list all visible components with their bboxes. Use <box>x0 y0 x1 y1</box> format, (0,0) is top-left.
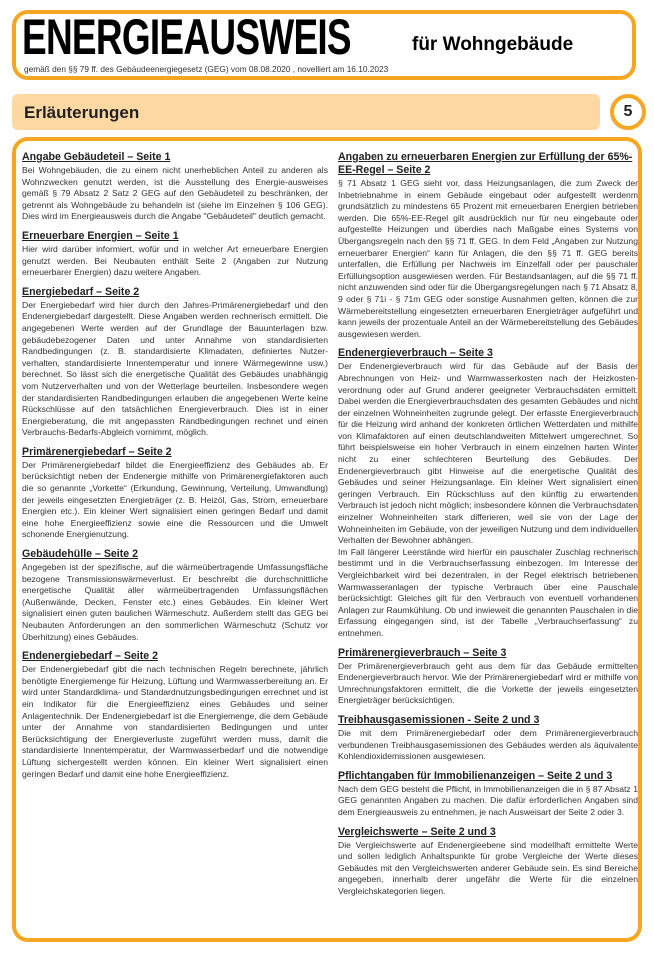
section-heading: Angabe Gebäudeteil – Seite 1 <box>22 151 171 163</box>
section-title: Erläuterungen <box>24 103 140 122</box>
section-pflichtangaben <box>338 770 638 819</box>
document-header <box>12 10 636 80</box>
section-heading: Primärenergiebedarf – Seite 2 <box>22 445 172 458</box>
section-heading: Angaben zu erneuerbaren Energien zur Erfüllung der 65%-EE-Regel – Seite 2 <box>338 151 633 176</box>
section-text: Bei Wohngebäuden, die zu einem nicht unerheblichen Anteil zu anderen als Wohnzwecken genutzt werden, ist die Ausstellung des Energie-ausweises gemäß § 79 Absatz 2 Satz 2 GEG auf den Gebäudeteil zu beschränken, der getrennt als Wohngebäude zu behandeln ist (siehe im Einzelnen § 106 GEG). Dies wird im Energieausweis durch die Angabe "Gebäudeteil" deutlich gemacht. <box>22 165 328 222</box>
section-text: Angegeben ist der spezifische, auf die wärmeübertragende Umfassungsfläche bezogene Transmissionswärmeverlust. Er beschreibt die durchschnittliche energetische Qualität aller wärmeübertragenden Umfassungsflächen (Außenwände, Decken, Fenster etc.) eines Gebäudes. Ein kleiner Wert signalisiert einen guten baulichen Wärmeschutz. Außerdem stellt das GEG bei Neubauten Anforderungen an den sommerlichen Wärmeschutz (Schutz vor Überhitzung) eines Gebäudes. <box>22 562 328 642</box>
section-text: Im Fall längerer Leerstände wird hierfür ein pauschaler Zuschlag rechnerisch bestimmt und in die Verbrauchserfassung einbezogen. Im Interesse der Vergleichbarkeit wird bei dezentralen, in der Regel elektrisch betriebenen Warmwasseranlagen der typische Verbrauch über eine Pauschale berücksichtigt: Gleiches gilt für den Verbrauch von eventuell vorhandenen Anlagen zur Raumkühlung. Ob und inwieweit die genannten Pauschalen in die Erfassung eingegangen sind, ist der Tabelle „Verbrauchserfassung“ zu entnehmen. <box>338 546 638 638</box>
section-endenergiebedarf <box>22 650 328 780</box>
section-text: Der Primärenergieverbrauch geht aus dem für das Gebäude ermittelten Endenergieverbrauch hervor. Wie der Primärenergiebedarf wird er mithilfe von Umrechnungsfaktoren ermittelt, die die Vorkette der jeweils eingesetzten Energieträger berücksichtigen. <box>338 660 638 706</box>
section-endenergieverbrauch <box>338 347 638 639</box>
section-energiebedarf <box>22 286 328 439</box>
section-gebaeudeteil <box>22 151 328 223</box>
document-title: ENERGIEAUSWEIS <box>22 9 351 65</box>
left-column <box>22 151 328 787</box>
section-heading: Erneuerbare Energien – Seite 1 <box>22 229 179 242</box>
legal-basis-line: gemäß den §§ 79 ff. des Gebäudeenergiegesetz (GEG) vom 08.08.2020 , novelliert am 16.10.2023 <box>24 64 389 74</box>
right-column <box>338 151 638 904</box>
section-gebaeudehuelle <box>22 548 328 643</box>
section-text: Der Energiebedarf wird hier durch den Jahres-Primärenergiebedarf und den Endenergiebedarf dargestellt. Diese Angaben werden rechnerisch ermittelt. Die angegebenen Werte werden auf der Grundlage der Bauunterlagen bzw. gebäudebezogener Daten und unter Annahme von standardisierten Randbedingungen (z. B. standardisierte Klimadaten, definiertes Nutzer-verhalten, standardisierte Innentemperatur und innere Wärmegewinne usw.) berechnet. So lässt sich die energetische Qualität des Gebäudes unabhängig vom Nutzerverhalten und von der Wetterlage beurteilen. Insbesondere wegen der standardisierten Randbedingungen erlauben die angegebenen Werte keine Rückschlüsse auf den tatsächlichen Energieverbrauch. Dies ist in einer Energieberatung, die mit angepassten Randbedingungen rechnet und einen Verbrauchs-Bedarfs-Abgleich vornimmt, möglich. <box>22 299 328 438</box>
section-erneuerbare-energien <box>22 230 328 279</box>
page-number-badge: 5 <box>610 94 646 130</box>
section-heading: Treibhausgasemissionen - Seite 2 und 3 <box>338 713 540 726</box>
section-heading: Vergleichswerte – Seite 2 und 3 <box>338 825 496 838</box>
section-primaerenergieverbrauch <box>338 647 638 707</box>
section-primaerenergiebedarf <box>22 446 328 541</box>
document-subtitle: für Wohngebäude <box>412 34 574 55</box>
section-text: Der Primärenergiebedarf bildet die Energieeffizienz des Gebäudes ab. Er berücksichtigt neben der Endenergie mithilfe von Primärenergiefaktoren auch die so genannte „Vorkette“ (Erkundung, Gewinnung, Verteilung, Umwandlung) der jeweils eingesetzten Energieträger (z. B. Heizöl, Gas, Strom, erneuerbare Energien etc.). Ein kleiner Wert signalisiert einen geringen Bedarf und damit eine hohe Energieeffizienz sowie eine die Ressourcen und die Umwelt schonende Energienutzung. <box>22 459 328 540</box>
section-65-ee-regel <box>338 151 638 340</box>
explanations-panel <box>12 137 642 942</box>
section-vergleichswerte <box>338 826 638 898</box>
section-heading: Energiebedarf – Seite 2 <box>22 285 140 298</box>
section-text: Die Vergleichswerte auf Endenergieebene sind modellhaft ermittelte Werte und sollen lediglich Anhaltspunkte für grobe Vergleiche der Werte dieses Gebäudes mit den Vergleichswerten anderer Gebäude sein. Es sind Bereiche angegeben, innerhalb derer ungefähr die Werte für die einzelnen Vergleichskategorien liegen. <box>338 839 638 896</box>
section-text: Die mit dem Primärenergiebedarf oder dem Primärenergieverbrauch verbundenen Treibhausgasemissionen des Gebäudes werden als äquivalente Kohlendioxidemissionen ausgewiesen. <box>338 727 638 762</box>
section-treibhausgasemissionen <box>338 714 638 763</box>
section-text: Der Endenergieverbrauch wird für das Gebäude auf der Basis der Abrechnungen von Heiz- und Warmwasserkosten nach der Heizkosten-verordnung oder auf Grund anderer geeigneter Verbrauchsdaten ermittelt. Dabei werden die Energieverbrauchsdaten des gesamten Gebäudes und nicht der einzelnen Wohneinheiten zugrunde gelegt. Der erfasste Energieverbrauch für die Heizung wird anhand der konkreten örtlichen Wetterdaten und mithilfe von Klimafaktoren auf einen deutschlandweiten Mittelwert umgerechnet. So führt beispielsweise ein hoher Verbrauch in einem einzelnen harten Winter nicht zu einer schlechteren Beurteilung des Gebäudes. Der Endenergieverbrauch gibt Hinweise auf die energetische Qualität des Gebäudes und seiner Heizungsanlage. Ein kleiner Wert signalisiert einen geringen Verbrauch. Ein Rückschluss auf den künftig zu erwartenden Verbrauch ist jedoch nicht möglich; insbesondere können die Verbrauchsdaten einzelner Wohneinheiten stark differieren, weil sie von der Lage der Wohneinheiten im Gebäude, von der jeweiligen Nutzung und dem individuellen Verhalten der Bewohner abhängen. <box>338 361 638 546</box>
section-title-bar <box>12 94 600 130</box>
section-text: § 71 Absatz 1 GEG sieht vor, dass Heizungsanlagen, die zum Zweck der Inbetriebnahme in einem Gebäude eingebaut oder aufgestellt werdenm grundsätzlich zu mindestens 65 Prozent mit erneuerbaren Energien betrieben werden. Die 65%-EE-Regel gilt ausdrücklich nur für neu eingebaute oder aufgestellte Heizungen und überdies nach Maßgabe eines Systems von Übergangsregeln nach den §§ 71 ff. GEG. In dem Feld „Angaben zur Nutzung erneuerbarer Energien“ kann für Anlagen, die den §§ 71 ff. GEG bereits unterfallen, die Erfüllung per Nachweis im Einzelfall oder per pauschaler Erfüllungsoption ausgewiesen werden. Für Bestandsanlagen, auf die §§ 71 ff. nicht anzuwenden sind oder für die Übergangsregelungen nach § 71 Absatz 8, 9 oder § 71i - § 71m GEG oder sonstige Ausnahmen gelten, können die zur Wärmebereitstellung eingesetzten erneuerbaren Energieträger aufgeführt und kann jeweils der prozentuale Anteil an der Wärmebereitstellung des Gebäudes ausgewiesen werden. <box>338 178 638 339</box>
section-heading: Pflichtangaben für Immobilienanzeigen – Seite 2 und 3 <box>338 769 613 782</box>
section-heading: Primärenergieverbrauch – Seite 3 <box>338 646 507 659</box>
section-heading: Endenergieverbrauch – Seite 3 <box>338 347 493 360</box>
section-heading: Endenergiebedarf – Seite 2 <box>22 650 159 663</box>
section-text: Nach dem GEG besteht die Pflicht, in Immobilienanzeigen die in § 87 Absatz 1 GEG genannten Angaben zu machen. Die dafür erforderlichen Angaben sind dem Energieausweis zu entnehmen, je nach Ausweisart der Seite 2 oder 3. <box>338 783 638 817</box>
section-heading: Gebäudehülle – Seite 2 <box>22 548 138 561</box>
section-text: Der Endenergiebedarf gibt die nach technischen Regeln berechnete, jährlich benötigte Energiemenge für Heizung, Lüftung und Warmwasserbereitung an. Er wird unter Standardklima- und Standardnutzungsbedingungen errechnet und ist ein Indikator für die Energieeffizienz eines Gebäudes und seiner Anlagentechnik. Der Endenergiebedarf ist die Energiemenge, die dem Gebäude unter der Annahme von standardisierten Bedingungen und unter Berücksichtigung der Energieverluste zugeführt werden muss, damit die standardisierte Innentemperatur, der Warmwasserbedarf und die notwendige Lüftung sichergestellt werden können. Ein kleiner Wert signalisiert einen geringen Bedarf und damit eine hohe Energieeffizienz. <box>22 664 328 779</box>
section-text: Hier wird darüber informiert, wofür und in welcher Art erneuerbare Energien genutzt werden. Bei Neubauten enthält Seite 2 (Angaben zur Nutzung erneuerbarer Energien) dazu weitere Angaben. <box>22 243 328 278</box>
